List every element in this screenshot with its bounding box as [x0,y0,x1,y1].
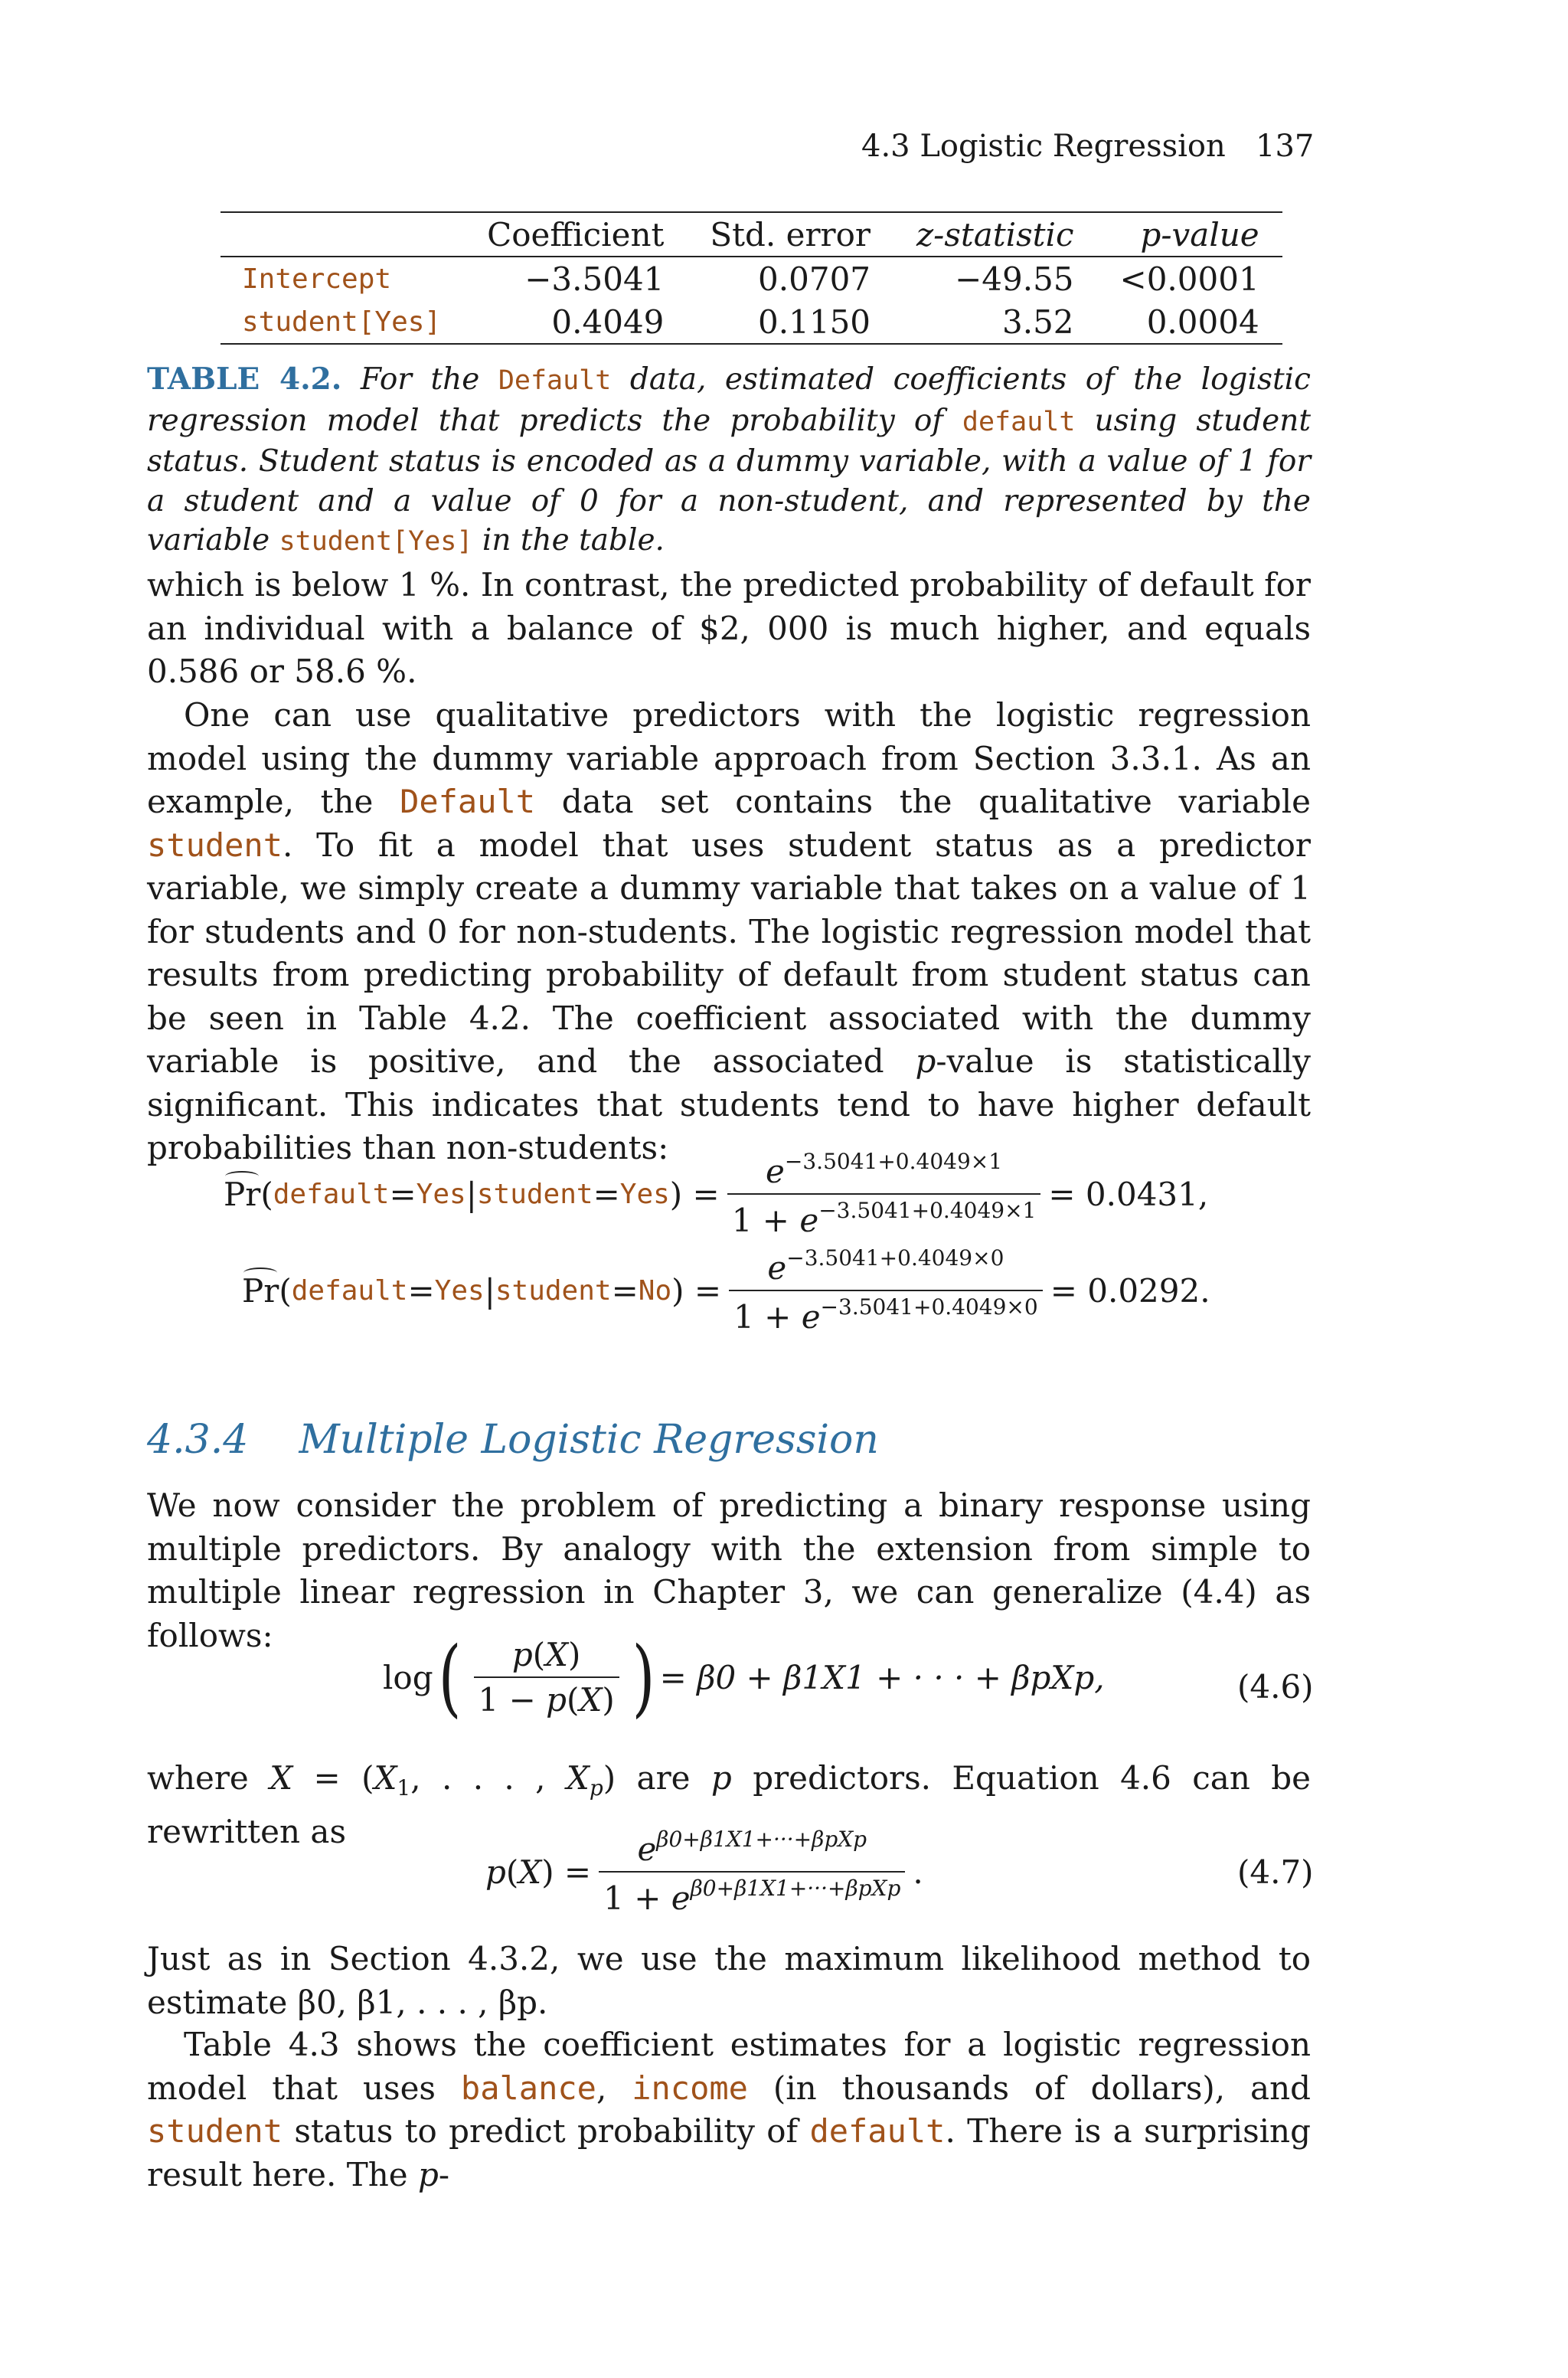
equation-student-yes: Pr ( default = Yes | student = Yes ) = $\frac{e^{-3.5041+0.4049\times 1}}{1 + e^{-3.5041+0.4049\times 1}}$ = 0.0431, [224,1149,1209,1239]
val-yes: Yes [416,1178,466,1210]
log-label: log [383,1658,433,1696]
page-number: 137 [1256,129,1315,164]
paragraph [147,2023,1311,2196]
text-run: = ( [292,1759,374,1797]
fraction: $\frac{e^{-3.5041+0.4049\times 1}}{1 + e^{-3.5041+0.4049\times 1}}$ [727,1149,1041,1239]
caption-code: student[Yes] [279,526,473,557]
val-no: No [638,1274,672,1307]
val-yes: Yes [619,1178,670,1210]
caption-text: in the table. [472,523,665,558]
var-default: default [291,1274,408,1307]
text-run: ) are [603,1759,711,1797]
caption-text: data, estimated coefficients of the logistic regression model that predicts the probability of [147,362,1311,438]
exponent: β0+β1X1+···+βpXp [656,1827,867,1852]
text-run: predictors. Equation 4.6 can be rewritten as [147,1759,1312,1850]
text-run: X [270,1759,293,1797]
table-row [220,300,1282,344]
val-yes: Yes [434,1274,485,1307]
eq46-rhs: = β0 + β1X1 + · · · + βpXp, [659,1658,1105,1696]
cell-coefficient: −3.5041 [524,260,665,298]
equation-student-no: Pr ( default = Yes | student = No ) = $\frac{e^{-3.5041+0.4049\times 0}}{1 + e^{-3.5041+0.4049\times 0}}$ = 0.0292. [242,1245,1210,1336]
inline-code: Default [400,783,536,820]
column-header [220,212,464,257]
caption-text: using student status. Student status is encoded as a dummy variable, with a value of 1 for a student and a value of 0 for a non-student, and represented by the variable [147,403,1311,558]
text-run: p [710,1759,732,1797]
cell-p-value: <0.0001 [1119,260,1259,298]
cell-std-error: 0.0707 [758,260,871,298]
result: = 0.0431, [1048,1175,1209,1213]
text-run: -value is statistically significant. This indicates that students tend to have higher default probabilities than non-students: [147,1042,1311,1166]
inline-code: student [147,2112,283,2150]
text-run: where [147,1759,270,1797]
running-head: 4.3 Logistic Regression [861,129,1226,164]
inline-code: balance [460,2069,596,2107]
text-run: p [589,1775,603,1801]
exponent: −3.5041+0.4049×0 [786,1245,1004,1271]
paragraph [147,694,1311,1170]
caption-code: default [962,406,1076,437]
column-header-z-statistic: z-statistic [916,215,1074,254]
section-title: Multiple Logistic Regression [299,1417,879,1463]
text-run: . To fit a model that uses student status as a predictor variable, we simply create a dummy variable that takes on a value of 1 for students and 0 for non-students. The logistic regression model that results from predicting probability of default from student status can be seen in Table 4.2. The coefficient associated with the dummy variable is positive, and the associated [147,826,1311,1080]
fraction: $\frac{e^{\beta 0+\beta 1X1+\cdot\cdot\cdot+\beta pXp}}{1 + e^{\beta 0+\beta 1X1+\cdot\cdot\cdot+\beta pXp}}$ [599,1827,905,1917]
row-label: Intercept [242,263,392,295]
fraction: $\frac{e^{-3.5041+0.4049\times 0}}{1 + e^{-3.5041+0.4049\times 0}}$ [729,1245,1043,1336]
text-run: status to predict probability of [283,2112,810,2150]
inline-code: default [809,2112,946,2150]
text-run: , [596,2069,632,2107]
cell-p-value: 0.0004 [1146,303,1259,341]
pr-hat: Pr [224,1175,261,1213]
text-run: - [438,2155,450,2193]
text-run: Table 4.3 shows the coefficient estimates for a logistic regression model that uses [147,2026,1311,2107]
text-run: . There is a surprising result here. The [147,2112,1311,2193]
text-run: X [374,1759,397,1797]
var-student: student [476,1178,593,1210]
equation-number: (4.7) [1237,1853,1314,1891]
column-header-p-value: p-value [1140,215,1259,254]
text-run: One can use qualitative predictors with the logistic regression model using the dummy variable approach from Section 3.3.1. As an example, the [147,696,1311,820]
equation-number: (4.6) [1237,1668,1314,1706]
cell-std-error: 0.1150 [758,303,871,341]
text-run: 1 [397,1775,411,1801]
cell-z-statistic: 3.52 [1002,303,1074,341]
caption-text: For the [360,362,498,397]
cell-coefficient: 0.4049 [551,303,665,341]
section-number: 4.3.4 [147,1417,249,1463]
paragraph: We now consider the problem of predicting a binary response using multiple predictors. By analogy with the extension from simple to multiple linear regression in Chapter 3, we can generalize (4.4) as follows: [147,1487,1311,1654]
equation-4-6: log ( $\frac{p(X)}{1 - p(X)}$ ) = β0 + β1X1 + · · · + βpXp, [383,1628,1105,1726]
text-run: data set contains the qualitative variable [535,783,1311,820]
text-run: p [418,2155,439,2193]
exponent: −3.5041+0.4049×1 [784,1149,1003,1174]
caption-label: TABLE 4.2. [147,361,342,397]
equation-4-7: p ( X ) = $\frac{e^{\beta 0+\beta 1X1+\cdot\cdot\cdot+\beta pXp}}{1 + e^{\beta 0+\beta 1X1+\cdot\cdot\cdot+\beta pXp}}$ . [485,1827,923,1917]
table-row [220,257,1282,300]
text-run: , . . . , [410,1759,567,1797]
fraction: $\frac{p(X)}{1 - p(X)}$ [474,1636,619,1719]
table-header-row [220,212,1282,257]
inline-code: student [147,826,283,864]
section-heading [147,1417,879,1463]
var-default: default [273,1178,390,1210]
caption-code: Default [498,365,612,396]
column-header-coefficient: Coefficient [487,215,665,254]
column-header-std-error: Std. error [710,215,871,254]
text-run: p [915,1042,936,1080]
var-student: student [495,1274,612,1307]
pr-hat: Pr [242,1271,279,1310]
paragraph: Just as in Section 4.3.2, we use the maximum likelihood method to estimate β0, β1, . . . , βp. [147,1940,1311,2021]
exponent: β0+β1X1+···+βpXp [690,1876,901,1901]
table-caption [147,360,1311,562]
row-label: student[Yes] [242,306,442,338]
text-run: X [566,1759,590,1797]
coefficient-table [220,211,1282,345]
text-run: (in thousands of dollars), and [747,2069,1312,2107]
exponent: −3.5041+0.4049×0 [820,1294,1038,1320]
result: = 0.0292. [1050,1271,1210,1310]
cell-z-statistic: −49.55 [955,260,1074,298]
paragraph: which is below 1 %. In contrast, the predicted probability of default for an individual with a balance of $2, 000 is much higher, and equals 0.586 or 58.6 %. [147,566,1311,690]
inline-code: income [632,2069,748,2107]
exponent: −3.5041+0.4049×1 [818,1198,1037,1223]
